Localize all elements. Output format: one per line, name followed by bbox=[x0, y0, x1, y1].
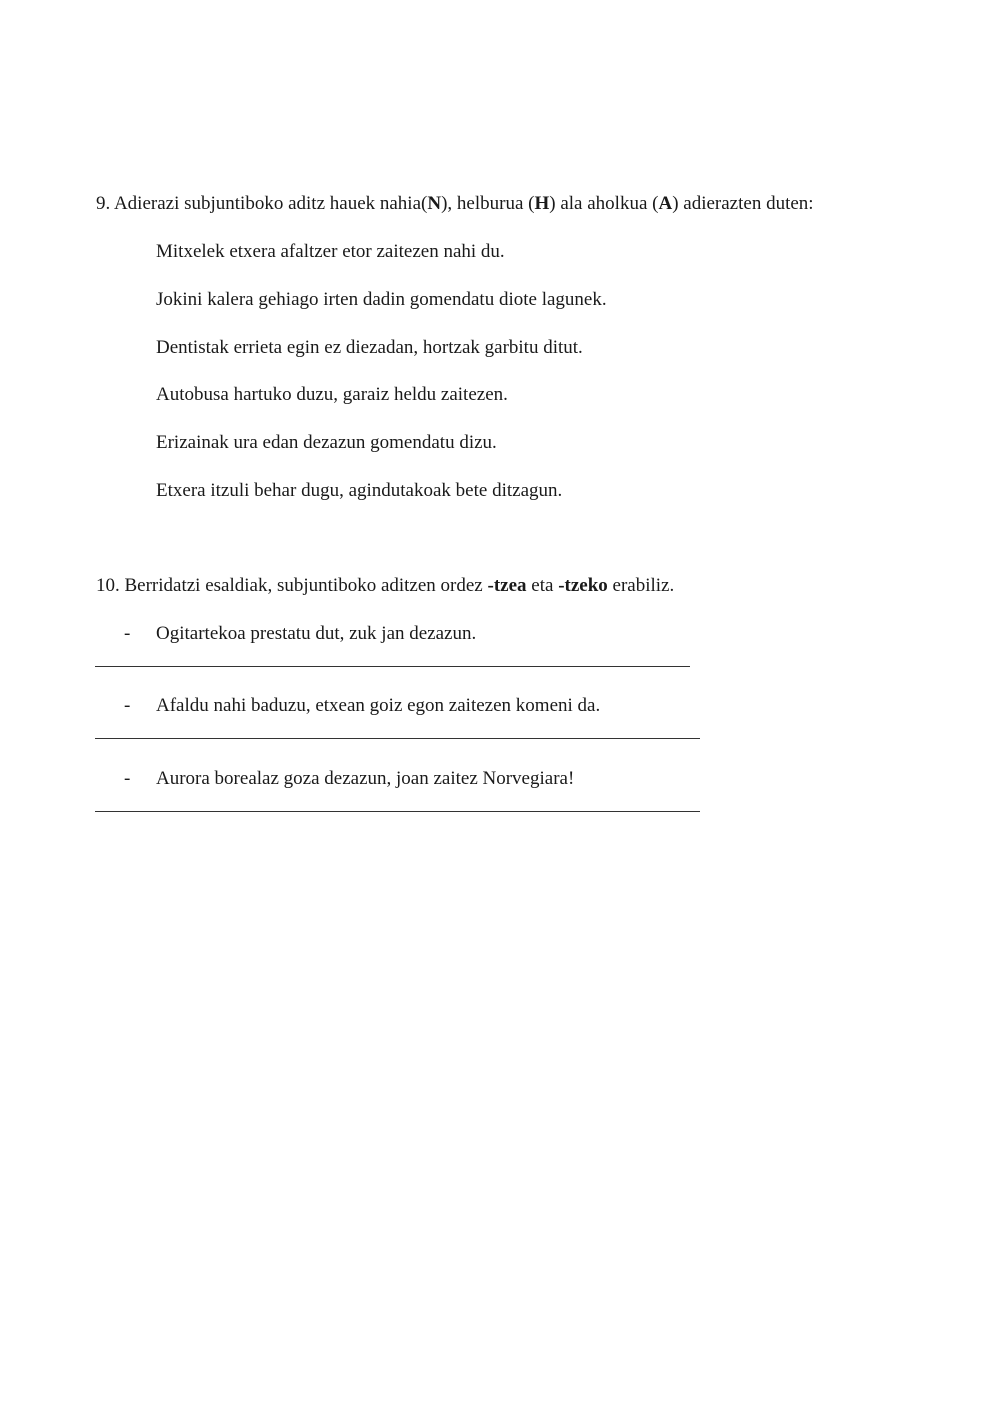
answer-line[interactable] bbox=[95, 738, 700, 739]
list-dash: - bbox=[124, 768, 131, 789]
q9-title-text: ), helburua ( bbox=[441, 193, 535, 214]
q10-sentence: Ogitartekoa prestatu dut, zuk jan dezazun. bbox=[156, 623, 477, 644]
q9-sentence: Mitxelek etxera afaltzer etor zaitezen nahi du. bbox=[156, 241, 505, 262]
q10-title-text: erabiliz. bbox=[607, 575, 675, 596]
list-dash: - bbox=[124, 623, 131, 644]
answer-line[interactable] bbox=[95, 811, 700, 812]
q9-title-n: N bbox=[427, 193, 442, 214]
question-10-title bbox=[96, 574, 674, 598]
q9-title-text: ) ala aholkua ( bbox=[549, 193, 659, 214]
q10-title-tzea: -tzea bbox=[487, 575, 527, 596]
q9-sentence: Dentistak errieta egin ez diezadan, hortzak garbitu ditut. bbox=[156, 337, 583, 358]
q10-title-text: eta bbox=[526, 575, 559, 596]
q9-title-a: A bbox=[658, 193, 673, 214]
q9-sentence: Jokini kalera gehiago irten dadin gomendatu diote lagunek. bbox=[156, 289, 607, 310]
q9-title-text: 9. Adierazi subjuntiboko aditz hauek nahia( bbox=[96, 193, 428, 214]
q10-title-text: 10. Berridatzi esaldiak, subjuntiboko aditzen ordez bbox=[96, 575, 488, 596]
q9-title-h: H bbox=[534, 193, 550, 214]
list-dash: - bbox=[124, 695, 131, 716]
answer-line[interactable] bbox=[95, 666, 690, 667]
q10-sentence: Afaldu nahi baduzu, etxean goiz egon zaitezen komeni da. bbox=[156, 695, 601, 716]
q9-sentence: Autobusa hartuko duzu, garaiz heldu zaitezen. bbox=[156, 384, 508, 405]
q10-title-tzeko: -tzeko bbox=[558, 575, 608, 596]
q10-sentence: Aurora borealaz goza dezazun, joan zaitez Norvegiara! bbox=[156, 768, 575, 789]
q9-sentence: Erizainak ura edan dezazun gomendatu dizu. bbox=[156, 432, 497, 453]
question-9-title bbox=[96, 192, 814, 216]
q9-title-text: ) adierazten duten: bbox=[672, 193, 814, 214]
q9-sentence: Etxera itzuli behar dugu, agindutakoak bete ditzagun. bbox=[156, 480, 563, 501]
